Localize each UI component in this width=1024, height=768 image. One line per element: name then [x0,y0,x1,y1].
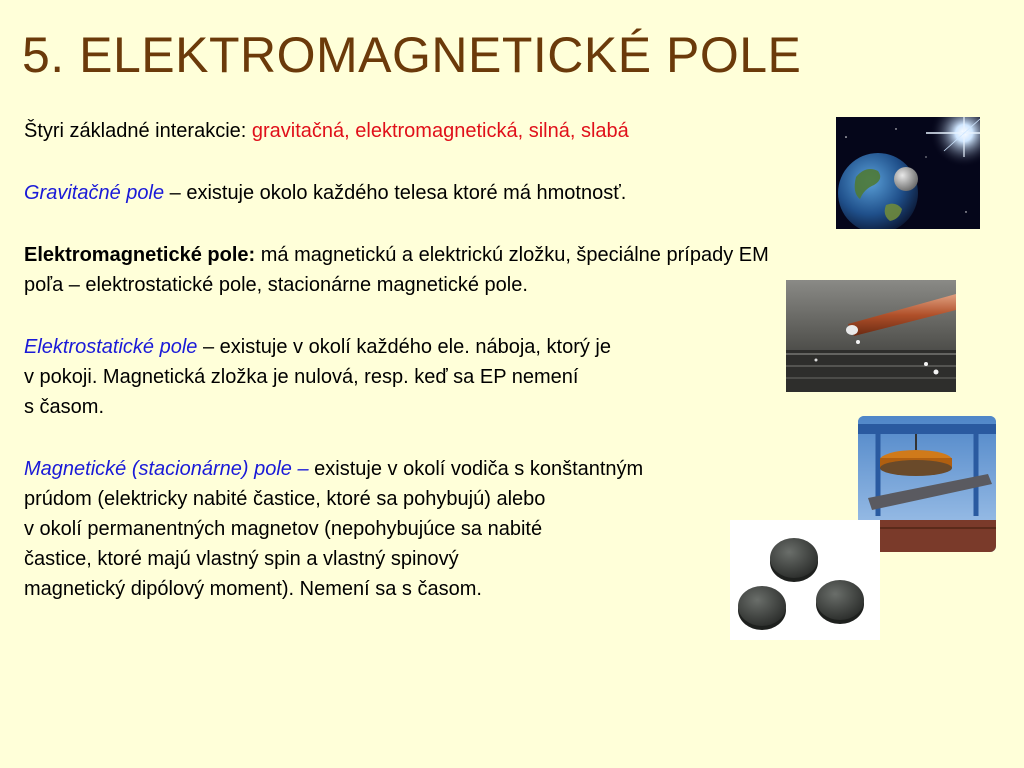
em-text-1: má magnetickú a elektrickú zložku, špeciálne prípady EM [255,244,769,266]
interactions-paragraph [24,116,629,146]
electrostatic-term: Elektrostatické pole [24,336,198,358]
gravity-term: Gravitačné pole [24,182,165,204]
electrostatic-line-1 [24,332,611,362]
gravity-text: – existuje okolo každého telesa ktoré má hmotnosť. [164,182,627,204]
electrostatic-text-1: – existuje v okolí každého ele. náboja, ktorý je [197,336,611,358]
magnetic-line-5: magnetický dipólový moment). Nemení sa s časom. [24,578,482,600]
magnetic-line-4: častice, ktoré majú vlastný spin a vlastný spinový [24,548,459,570]
magnetic-line-3: v okolí permanentných magnetov (nepohybujúce sa nabité [24,518,543,540]
em-line-1 [24,240,769,270]
slide-title: 5. ELEKTROMAGNETICKÉ POLE [22,27,802,83]
magnetic-text-1: existuje v okolí vodiča s konštantným [308,458,644,480]
em-line-2: poľa – elektrostatické pole, stacionárne magnetické pole. [24,274,528,296]
permanent-magnets-image [730,520,880,640]
electrostatic-line-3: s časom. [24,396,105,418]
magnetic-line-1 [24,454,643,484]
charged-rod-image [786,280,956,392]
interactions-list: gravitačná, elektromagnetická, silná, slabá [251,120,629,142]
earth-moon-sun-image [836,117,980,229]
magnetic-term: Magnetické (stacionárne) pole – [24,458,309,480]
gravity-paragraph [24,178,626,208]
magnetic-line-2: prúdom (elektricky nabité častice, ktoré sa pohybujú) alebo [24,488,546,510]
interactions-prefix: Štyri základné interakcie: [24,120,252,142]
em-term: Elektromagnetické pole: [24,244,256,266]
electrostatic-line-2: v pokoji. Magnetická zložka je nulová, resp. keď sa EP nemení [24,366,579,388]
